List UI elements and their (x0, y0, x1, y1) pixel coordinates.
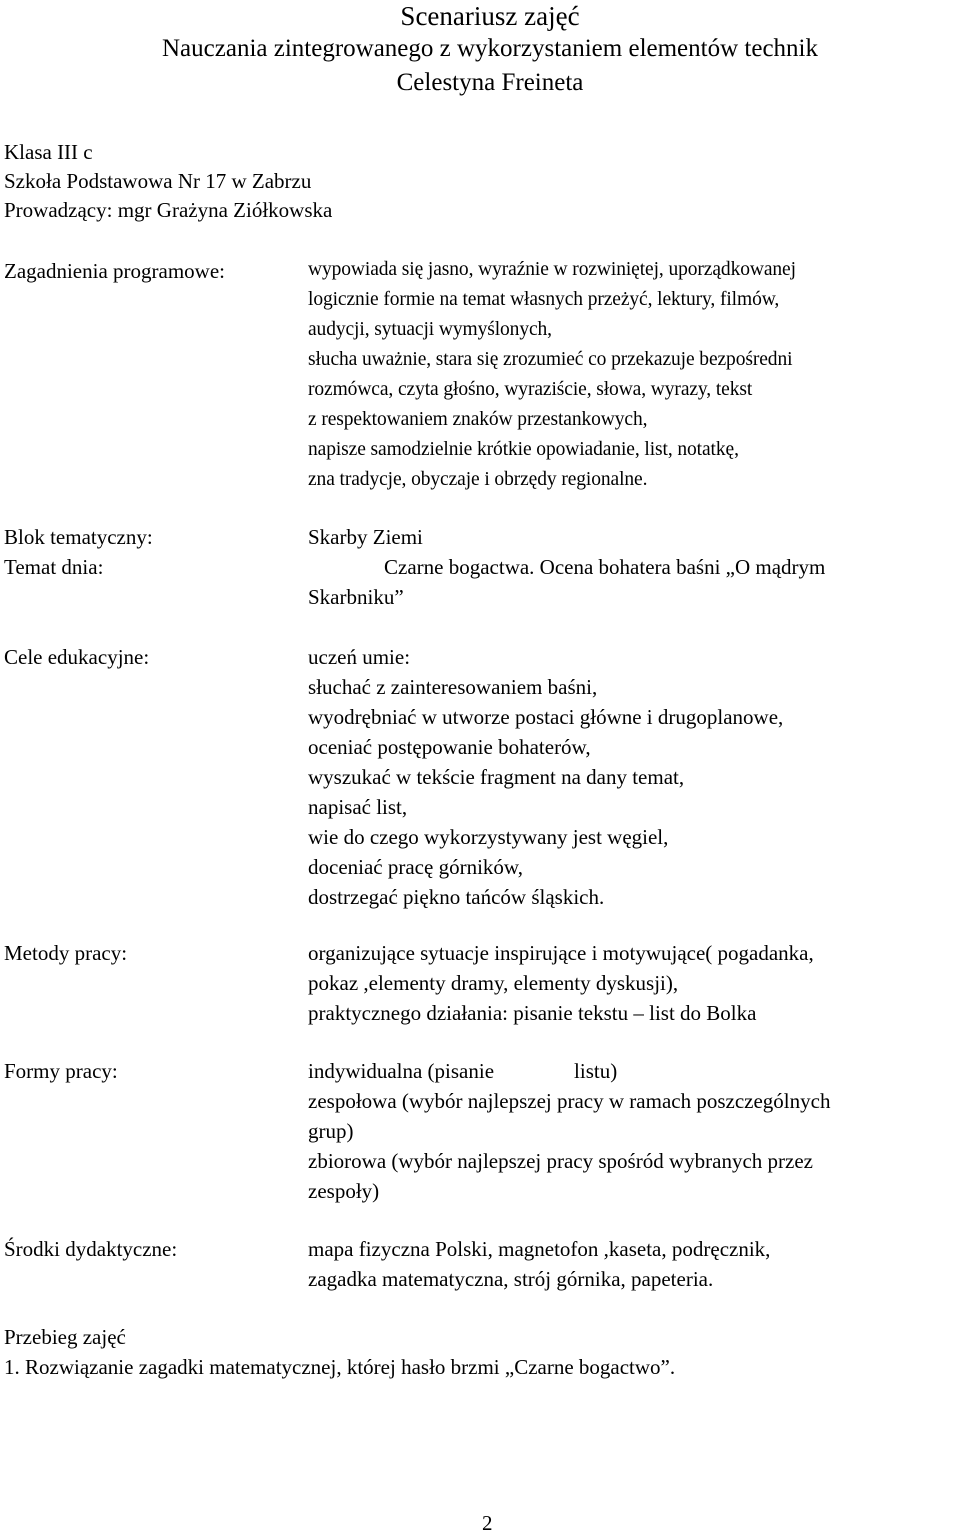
resources-line: zagadka matematyczna, strój górnika, papeteria. (308, 1267, 714, 1291)
forms-label: Formy pracy: (4, 1059, 118, 1083)
program-line: wypowiada się jasno, wyraźnie w rozwiniętej, uporządkowanej (308, 259, 796, 280)
forms-line-1-part-a: indywidualna (pisanie (308, 1059, 495, 1083)
teacher-info: Prowadzący: mgr Grażyna Ziółkowska (4, 198, 333, 222)
block-value: Skarby Ziemi (308, 525, 423, 549)
resources-content (308, 1234, 958, 1294)
methods-line: organizujące sytuacje inspirujące i motywujące( pogadanka, (308, 941, 814, 965)
procedure-section (4, 1322, 675, 1382)
resources-label: Środki dydaktyczne: (4, 1237, 178, 1261)
goals-line: uczeń umie: (308, 645, 411, 669)
goals-label: Cele edukacyjne: (4, 645, 150, 669)
goals-line: wyodrębniać w utworze postaci główne i drugoplanowe, (308, 705, 784, 729)
program-line: z respektowaniem znaków przestankowych, (308, 409, 648, 430)
methods-line: pokaz ,elementy dramy, elementy dyskusji), (308, 971, 679, 995)
block-topic-content (308, 522, 958, 612)
topic-label: Temat dnia: (4, 555, 104, 579)
goals-line: oceniać postępowanie bohaterów, (308, 735, 591, 759)
program-line: audycji, sytuacji wymyślonych, (308, 319, 552, 340)
document-subtitle-line-2: Celestyna Freineta (396, 69, 584, 96)
forms-line-1-part-b: listu) (574, 1059, 618, 1083)
program-content (308, 255, 958, 495)
document-subtitle-line-1: Nauczania zintegrowanego z wykorzystaniem elementów technik (162, 35, 818, 62)
methods-line: praktycznego działania: pisanie tekstu – list do Bolka (308, 1001, 757, 1025)
goals-line: dostrzegać piękno tańców śląskich. (308, 885, 605, 909)
program-line: napisze samodzielnie krótkie opowiadanie, list, notatkę, (308, 439, 739, 460)
forms-line: zbiorowa (wybór najlepszej pracy spośród wybranych przez (308, 1149, 813, 1173)
procedure-heading: Przebieg zajęć (4, 1325, 126, 1349)
forms-line: zespoły) (308, 1179, 380, 1203)
document-title: Scenariusz zajęć (400, 1, 580, 31)
program-line: słucha uważnie, stara się zrozumieć co przekazuje bezpośredni (308, 349, 793, 370)
forms-line: zespołowa (wybór najlepszej pracy w ramach poszczególnych (308, 1089, 831, 1113)
topic-value-line-2: Skarbniku” (308, 585, 404, 609)
school-info: Szkoła Podstawowa Nr 17 w Zabrzu (4, 169, 312, 193)
block-label: Blok tematyczny: (4, 525, 153, 549)
forms-line: grup) (308, 1119, 354, 1143)
goals-line: wyszukać w tekście fragment na dany temat, (308, 765, 685, 789)
class-info: Klasa III c (4, 140, 93, 164)
forms-line-1 (308, 1056, 958, 1086)
goals-line: wie do czego wykorzystywany jest węgiel, (308, 825, 669, 849)
goals-content (308, 642, 958, 912)
program-line: logicznie formie na temat własnych przeżyć, lektury, filmów, (308, 289, 780, 310)
document-header (0, 0, 960, 100)
program-line: zna tradycje, obyczaje i obrzędy regionalne. (308, 469, 648, 490)
goals-line: doceniać pracę górników, (308, 855, 523, 879)
resources-line: mapa fizyczna Polski, magnetofon ,kaseta, podręcznik, (308, 1237, 771, 1261)
goals-line: słuchać z zainteresowaniem baśni, (308, 675, 598, 699)
forms-content (308, 1056, 958, 1206)
methods-content (308, 938, 958, 1028)
info-block (4, 138, 332, 225)
program-line: rozmówca, czyta głośno, wyraziście, słowa, wyrazy, tekst (308, 379, 753, 400)
procedure-step: 1. Rozwiązanie zagadki matematycznej, której hasło brzmi „Czarne bogactwo”. (4, 1355, 676, 1379)
program-label: Zagadnienia programowe: (4, 259, 225, 283)
goals-line: napisać list, (308, 795, 408, 819)
page-number: 2 (482, 1511, 493, 1535)
methods-label: Metody pracy: (4, 941, 128, 965)
topic-value-line-1: Czarne bogactwa. Ocena bohatera baśni „O mądrym (384, 555, 826, 579)
